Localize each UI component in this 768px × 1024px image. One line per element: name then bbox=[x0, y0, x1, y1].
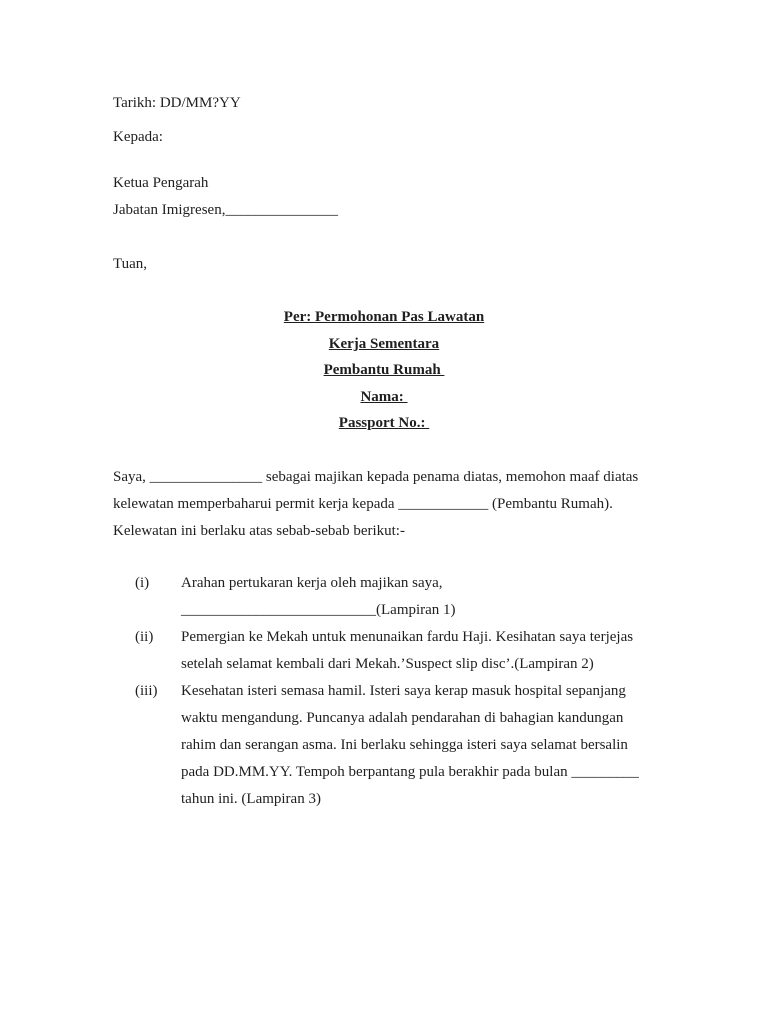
body-paragraph bbox=[113, 464, 638, 545]
subject-line-passport: Passport No.: bbox=[338, 415, 430, 431]
subject-heading bbox=[113, 304, 655, 437]
reason-marker: (i) bbox=[135, 575, 150, 591]
reason-text-line: Arahan pertukaran kerja oleh majikan saya, bbox=[181, 575, 443, 591]
reason-item-2 bbox=[0, 624, 700, 678]
recipient-department: Jabatan Imigresen,_______________ bbox=[113, 202, 338, 218]
reason-text-line: rahim dan serangan asma. Ini berlaku sehingga isteri saya selamat bersalin bbox=[181, 737, 628, 753]
reason-text-line: setelah selamat kembali dari Mekah.’Suspect slip disc’.(Lampiran 2) bbox=[181, 656, 594, 672]
reasons-list bbox=[0, 570, 700, 813]
reason-text-line: waktu mengandung. Puncanya adalah pendarahan di bahagian kandungan bbox=[181, 710, 624, 726]
recipient-address bbox=[113, 170, 338, 224]
reason-text-line: __________________________(Lampiran 1) bbox=[181, 602, 456, 618]
reason-item-3 bbox=[0, 678, 700, 813]
body-line: Kelewatan ini berlaku atas sebab-sebab berikut:- bbox=[113, 523, 405, 539]
reason-text-line: Pemergian ke Mekah untuk menunaikan fardu Haji. Kesihatan saya terjejas bbox=[181, 629, 634, 645]
recipient-title: Ketua Pengarah bbox=[113, 175, 209, 191]
salutation: Tuan, bbox=[113, 256, 148, 272]
body-line: Saya, _______________ sebagai majikan kepada penama diatas, memohon maaf diatas bbox=[113, 469, 639, 485]
reason-text-line: tahun ini. (Lampiran 3) bbox=[181, 791, 321, 807]
reason-text-line: Kesehatan isteri semasa hamil. Isteri saya kerap masuk hospital sepanjang bbox=[181, 683, 626, 699]
subject-line-occupation: Pembantu Rumah bbox=[323, 362, 445, 378]
reason-text-line: pada DD.MM.YY. Tempoh berpantang pula berakhir pada bulan _________ bbox=[181, 764, 639, 780]
reason-marker: (ii) bbox=[135, 629, 154, 645]
subject-line-reference: Per: Permohonan Pas Lawatan bbox=[283, 309, 485, 325]
subject-line-name: Nama: bbox=[360, 388, 408, 405]
reason-item-1 bbox=[0, 570, 700, 624]
reason-marker: (iii) bbox=[135, 683, 158, 699]
to-label: Kepada: bbox=[113, 129, 163, 145]
date-line: Tarikh: DD/MM?YY bbox=[113, 95, 241, 111]
subject-line-pass-type: Kerja Sementara bbox=[328, 335, 440, 352]
body-line: kelewatan memperbaharui permit kerja kepada ____________ (Pembantu Rumah). bbox=[113, 496, 613, 512]
